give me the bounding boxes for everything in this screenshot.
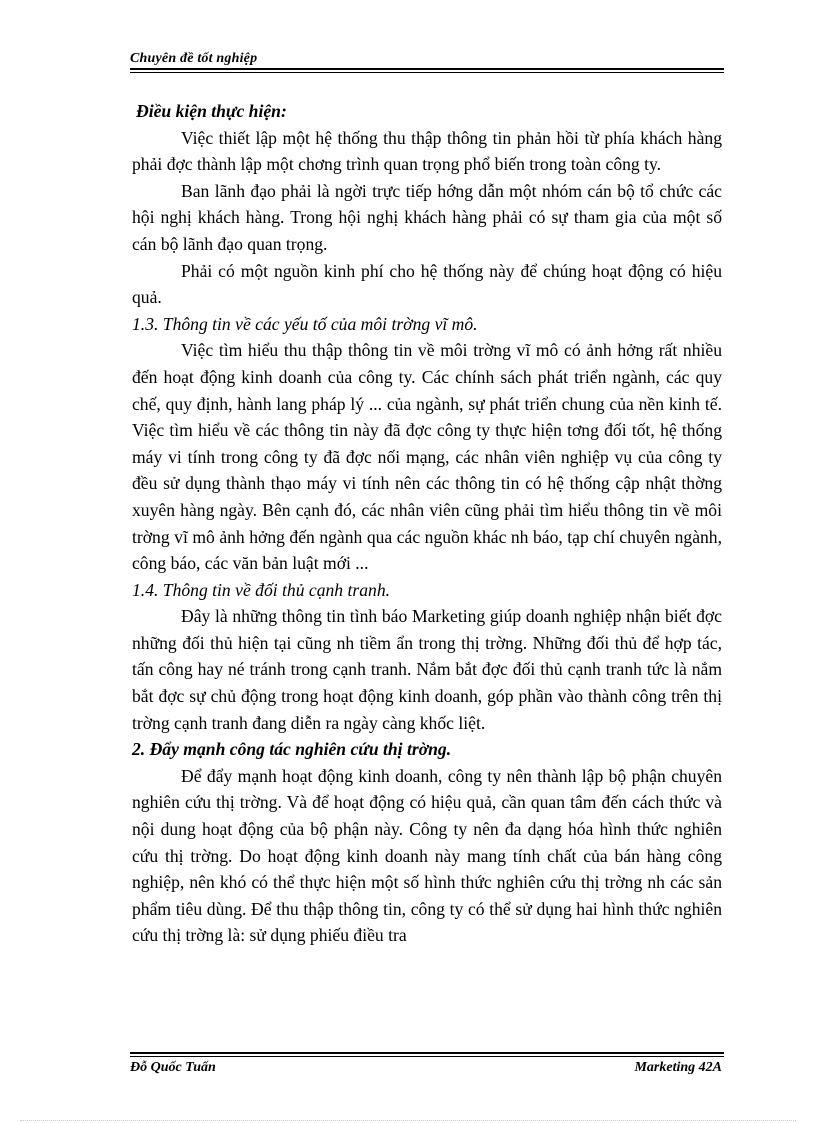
paragraph: Đây là những thông tin tình báo Marketing giúp doanh nghiệp nhận biết đợc những đối thủ hiện tại cũng nh tiềm ẩn trong thị trờng. Những đối thủ để hợp tác, tấn công hay né tránh trong cạnh tranh. Nắm bắt đợc đối thủ cạnh tranh tức là nắm bắt đợc sự chủ động trong hoạt động kinh doanh, góp phần vào thành công trên thị trờng cạnh tranh đang diễn ra ngày càng khốc liệt. [132, 606, 722, 733]
paragraph: Để đẩy mạnh hoạt động kinh doanh, công ty nên thành lập bộ phận chuyên nghiên cứu thị trờng. Và để hoạt động có hiệu quả, cần quan tâm đến cách thức và nội dung hoạt động của bộ phận này. Công ty nên đa dạng hóa hình thức nghiên cứu thị trờng. Do hoạt động kinh doanh này mang tính chất của bán hàng công nghiệp, nên khó có thể thực hiện một số hình thức nghiên cứu thị trờng nh các sản phẩm tiêu dùng. Để thu thập thông tin, công ty có thể sử dụng hai hình thức nghiên cứu thị trờng là: sử dụng phiếu điều tra [132, 765, 722, 946]
subsection-heading-1-4: 1.4. Thông tin về đối thủ cạnh tranh. [132, 579, 391, 600]
paragraph: Việc thiết lập một hệ thống thu thập thông tin phản hồi từ phía khách hàng phải đợc thành lập một chơng trình quan trọng phổ biến trong toàn công ty. [132, 127, 722, 175]
section-heading-conditions: Điều kiện thực hiện: [136, 101, 287, 121]
header-rule [130, 68, 724, 70]
paragraph: Việc tìm hiểu thu thập thông tin về môi trờng vĩ mô có ảnh hởng rất nhiều đến hoạt động kinh doanh của công ty. Các chính sách phát triển ngành, các quy chế, quy định, hành lang pháp lý ... của ngành, sự phát triển chung của nền kinh tế. Việc tìm hiểu về các thông tin này đã đợc công ty thực hiện tơng đối tốt, hệ thống máy vi tính trong công ty đã đợc nối mạng, các nhân viên nghiệp vụ của công ty đều sử dụng thành thạo máy vi tính nên các thông tin có hệ thống cập nhật thờng xuyên hàng ngày. Bên cạnh đó, các nhân viên cũng phải tìm hiểu thông tin về môi trờng vĩ mô ảnh hởng đến ngành qua các nguồn khác nh báo, tạp chí chuyên ngành, công báo, các văn bản luật mới ... [132, 340, 722, 574]
paragraph: Phải có một nguồn kinh phí cho hệ thống này để chúng hoạt động có hiệu quả. [132, 260, 722, 308]
section-heading-2: 2. Đẩy mạnh công tác nghiên cứu thị trờng. [132, 739, 452, 760]
running-header-title: Chuyên đề tốt nghiệp [130, 51, 258, 66]
header-rule-thin [130, 72, 724, 73]
footer-class: Marketing 42A [634, 1060, 722, 1075]
footer-author: Đỗ Quốc Tuấn [130, 1060, 216, 1075]
paragraph: Ban lãnh đạo phải là ngời trực tiếp hớng dẫn một nhóm cán bộ tổ chức các hội nghị khách hàng. Trong hội nghị khách hàng phải có sự tham gia của một số cán bộ lãnh đạo quan trọng. [132, 180, 722, 254]
page-body [132, 98, 722, 949]
footer-rule-thin [130, 1056, 724, 1057]
subsection-heading-1-3: 1.3. Thông tin về các yếu tố của môi trờng vĩ mô. [132, 313, 478, 334]
page-edge-divider [20, 1120, 796, 1121]
footer-rule [130, 1052, 724, 1054]
